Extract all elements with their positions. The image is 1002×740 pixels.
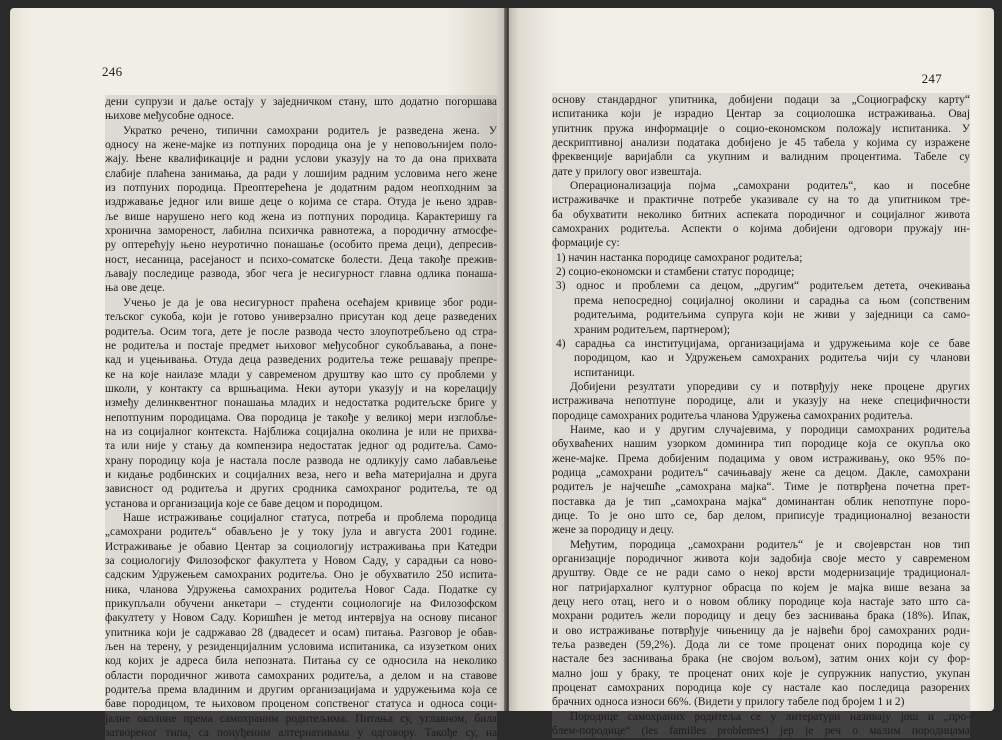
text-line: брачних односа износи 66%. (Видети у прилогу табеле под бројем 1 и 2) bbox=[552, 695, 970, 709]
text-line: прикупљали обучени анкетари – студенти социологије на Филозофском bbox=[105, 598, 497, 611]
text-line: самохраних родитеља. Аспекти о којима добијени одговори пружају ин- bbox=[552, 223, 970, 236]
text-line: ру оптерећују њено неуротично понашање (особито према деци), депресив- bbox=[105, 239, 497, 252]
text-line: формације су: bbox=[552, 236, 970, 250]
right-page bbox=[509, 8, 994, 738]
text-line: баве породицом, те њиховом проценом сопственог статуса и односа соци- bbox=[105, 698, 497, 711]
text-line: садским Удружењем самохраних родитеља. Оно је обухватило 250 испита- bbox=[105, 569, 497, 582]
text-line: упитника који је садржавао 28 (двадесет и осам) питања. Разговор је обав- bbox=[105, 626, 497, 639]
text-line: дате у прилогу овог извештаја. bbox=[552, 165, 970, 179]
text-line: и ово истраживање потврђује чињеницу да је највећи број самохраних роди- bbox=[552, 624, 970, 637]
text-line: испитаника који је израдио Центар за социолошка истраживања. Овај bbox=[552, 108, 970, 121]
text-line: ност, несаница, расејаност и психо-соматске болести. Деца такође прежив- bbox=[105, 253, 497, 266]
left-page bbox=[10, 8, 506, 740]
text-line: дени супрузи и даље остају у заједничком стану, што додатно погоршава bbox=[105, 96, 497, 108]
text-line: не родитеља и постаје предмет њиховог међусобног сукобљавања, а поне- bbox=[105, 339, 497, 352]
text-line: факултету у Новом Саду. Коришћен је метод интервјуа на основу писаног bbox=[105, 612, 497, 625]
text-line: односу на жене-мајке из потпуних породица она је у неповољнијем поло- bbox=[105, 139, 497, 152]
text-line: Међутим, породица „самохрани родитељ“ је и својеврстан нов тип bbox=[552, 538, 970, 552]
text-line: та или није у стању да компензира недостатак једног од родитеља. Само- bbox=[105, 440, 497, 453]
text-line: Наиме, као и у другим случајевима, у породици самохраних родитеља bbox=[552, 423, 970, 437]
text-line: Операционализација појма „самохрани родитељ“, као и посебне bbox=[552, 179, 970, 193]
text-line: фреквенције варијабли са укупним и валидним процентима. Табеле су bbox=[552, 151, 970, 164]
text-line: из потпуних породица. Преоптерећена је додатним радом неопходним за bbox=[105, 182, 497, 195]
text-line: Породице самохраних родитеља се у литератури називају још и „про- bbox=[552, 710, 970, 724]
page-number-left: 246 bbox=[102, 64, 123, 79]
text-line: „самохрани родитељ“ обављено је у току јула и августа 2001 године. bbox=[105, 526, 497, 539]
text-line: породицом, као и Удружењем самохраних родитеља чији су чланови bbox=[552, 351, 970, 365]
text-line: дице. То је оно што се, бар делом, приписује традиционалној везаности bbox=[552, 509, 970, 522]
text-line: жене-мајке. Према добијеним подацима у овом истраживању, око 95% по- bbox=[552, 452, 970, 465]
text-line: зависност од родитеља и других сродника самохраног родитеља, те од bbox=[105, 483, 497, 496]
text-line: настале без заснивања брака (не својом вољом), затим оних који су фор- bbox=[552, 653, 970, 666]
text-line: 3) однос и проблеми са децом, „другим“ родитељем детета, очекивања bbox=[552, 279, 970, 293]
left-page-text bbox=[105, 95, 497, 740]
text-line: на из социјалног контекста. Најближа социјална околина је или не прихва- bbox=[105, 425, 497, 438]
text-line: љавају последице развода, због чега је несигурност главна одлика понаша- bbox=[105, 268, 497, 281]
text-line: ника, чланова Удружења самохраних родитеља Новог Сада. Податке су bbox=[105, 583, 497, 596]
text-line: 2) социо-економски и стамбени статус породице; bbox=[552, 265, 970, 279]
text-line: родитеља према владиним и другим организацијама и удружењима која се bbox=[105, 684, 497, 697]
text-line: основу стандардног упитника, добијени подаци за „Социографску карту“ bbox=[552, 94, 970, 106]
text-line: издржавање једног или више деце о којима се стара. Отуда је њено здрав- bbox=[105, 196, 497, 209]
text-line: 4) сарадња са институцијама, организацијама и удружењима које се баве bbox=[552, 337, 970, 351]
page-number-right: 247 bbox=[921, 71, 942, 86]
text-line: области породичног живота самохраних родитеља, а делом и на ставове bbox=[105, 669, 497, 682]
text-line: храну породицу која је настала после развода не одликују само лабављење bbox=[105, 454, 497, 467]
text-line: непотпуним породицама. Ова породица је такође у великој мери изглобље- bbox=[105, 411, 497, 424]
text-line: жају. Њене квалификације и радни услови указују на то да она прихвата bbox=[105, 153, 497, 166]
text-line: родитељ је најчешће „самохрана мајка“. Тиме је потврђена почетна прет- bbox=[552, 481, 970, 494]
text-line: родитеља. Осим тога, дете је после развода често злоупотребљено од стра- bbox=[105, 325, 497, 338]
text-line: хронична замореност, лабилна психичка равнотежа, а породичну атмосфе- bbox=[105, 225, 497, 238]
right-page-text bbox=[552, 93, 970, 738]
text-line: испитаници. bbox=[552, 366, 970, 380]
text-line: мално још у браку, те проценат оних које је супружник напустио, укупан bbox=[552, 667, 970, 680]
text-line: Истраживање је обавио Центар за социологију истраживања при Катедри bbox=[105, 540, 497, 553]
text-line: породице самохраних родитеља чланова Удружења самохраних родитеља. bbox=[552, 409, 970, 423]
text-line: жене за породицу и децу. bbox=[552, 523, 970, 537]
text-line: тељског сукоба, који је готово универзално присутан код деце разведених bbox=[105, 311, 497, 324]
text-line: истраживачке и практичне потребе указивале су на то да упитником тре- bbox=[552, 194, 970, 207]
text-line: ног патријархалног културног обрасца по којем је мајка више везана за bbox=[552, 581, 970, 594]
text-line: ље више нарушено него код жена из потпуних породица. Карактеришу га bbox=[105, 210, 497, 223]
text-line: установа и организација које се баве децом и породицом. bbox=[105, 497, 497, 511]
text-line: љен на терену, у резиденцијалним условима испитаника, са изузетком оних bbox=[105, 641, 497, 654]
text-line: ке на које наилазе млади у савременом друштву као што су проблеми у bbox=[105, 368, 497, 381]
text-line: њихове међусобне односе. bbox=[105, 109, 497, 123]
text-line: између делинквентног понашања младих и недостатка родитељске бриге у bbox=[105, 397, 497, 410]
text-line: Наше истраживање социјалног статуса, потреба и проблема породица bbox=[105, 511, 497, 525]
text-line: према непосредној социјалној околини и сарадња са њом (сопственим bbox=[552, 294, 970, 308]
text-line: блем-породице“ (les familles problemes) јер је реч о малим породицама bbox=[552, 725, 970, 738]
text-line: Учењо је да је ова несигурност праћена осећајем кривице због роди- bbox=[105, 296, 497, 310]
text-line: истраживача непотпуне породице, али и указују на неке специфичности bbox=[552, 395, 970, 408]
text-line: слабије плаћена занимања, да ради у лошијим радним условима него жене bbox=[105, 167, 497, 180]
text-line: проценат самохраних породица које су настале као последица разорених bbox=[552, 682, 970, 695]
text-line: храним родитељем, партнером); bbox=[552, 323, 970, 337]
text-line: организације породичног живота који задобија своје место у савременом bbox=[552, 553, 970, 565]
text-line: и кидање родбинских и социјалних веза, него и већа материјална и друга bbox=[105, 468, 497, 481]
text-line: Укратко речено, типични самохрани родитељ је разведена жена. У bbox=[105, 124, 497, 138]
text-line: код којих је адреса била непозната. Питања су се односила на неколико bbox=[105, 655, 497, 668]
text-line: децу него отац, него и о новом облику породице која настаје зато што са- bbox=[552, 596, 970, 609]
text-line: ња ове деце. bbox=[105, 281, 497, 295]
text-line: затвореног типа, са понуђеним алтернативама у одговору. Такође су, на bbox=[105, 727, 497, 740]
text-line: школи, у контакту са вршњацима. Неки аутори указују и на корелацију bbox=[105, 382, 497, 395]
text-line: за социологију Филозофског факултета у Новом Саду, у сарадњи са ново- bbox=[105, 555, 497, 567]
text-line: јалне околине према самохраним родитељима. Питања су, углавном, била bbox=[105, 712, 497, 725]
text-line: Добијени резултати упоредиви су и потврђују неке процене других bbox=[552, 380, 970, 394]
text-line: дескриптивној анализи података добијено је 45 табела у којима су изражене bbox=[552, 137, 970, 150]
text-line: кад и уцењивања. Отуда деца разведених родитеља теже решавају препре- bbox=[105, 354, 497, 367]
text-line: мохрани родитељ жели породицу и децу без заснивања брака (18%). Ипак, bbox=[552, 610, 970, 623]
text-line: 1) начин настанка породице самохраног родитеља; bbox=[552, 251, 970, 265]
text-line: родица „самохрани родитељ“ сачињавају жене са децом. Дакле, самохрани bbox=[552, 466, 970, 479]
text-line: ба обухватити неколико битних аспеката породичног и социјалног живота bbox=[552, 208, 970, 221]
text-line: родитељима, родитељима супруга који не живи у заједници са само- bbox=[552, 308, 970, 322]
text-line: теља разведен (59,2%). Дода ли се томе проценат оних породица које су bbox=[552, 639, 970, 652]
text-line: упитник пружа информације о социо-економском положају испитаника. У bbox=[552, 122, 970, 135]
text-line: обухваћених нашим узорком доминира тип породице која се окупља око bbox=[552, 438, 970, 451]
text-line: поставка да је тип „самохрана мајка“ доминантан облик непотпуне поро- bbox=[552, 495, 970, 508]
text-line: друштву. Овде се не ради само о некој врсти модернизације традиционал- bbox=[552, 567, 970, 580]
